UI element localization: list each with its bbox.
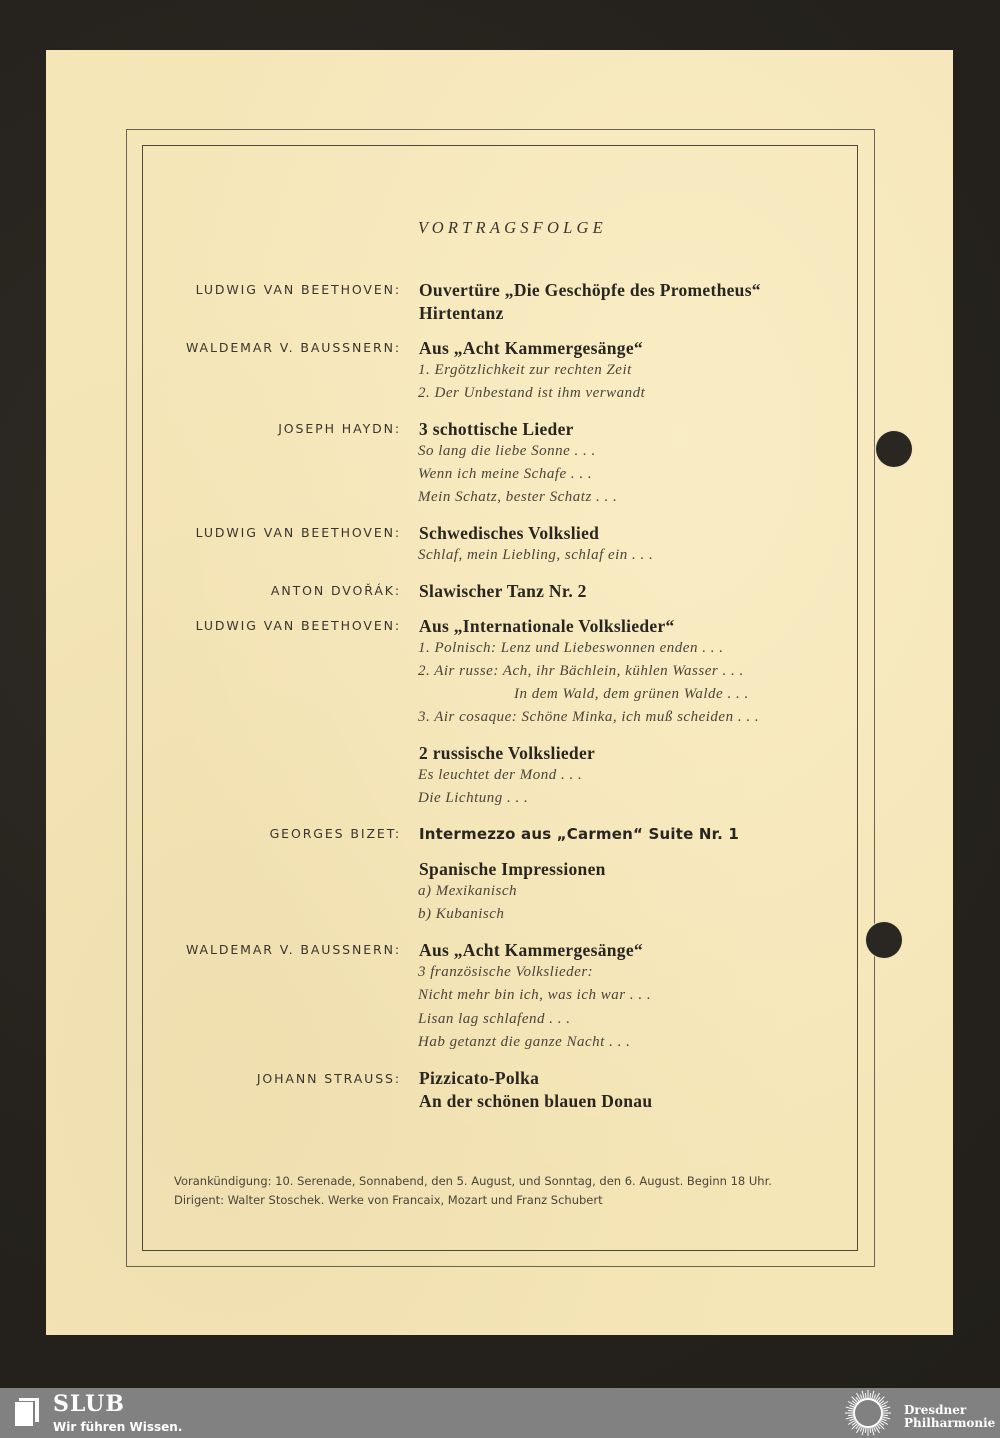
sun-ray	[862, 1427, 864, 1435]
sun-ray	[856, 1425, 859, 1429]
sun-ray	[882, 1407, 890, 1409]
sun-ray	[860, 1395, 862, 1400]
sun-ray	[846, 1407, 854, 1409]
work-subline: 1. Ergötzlichkeit zur rechten Zeit	[418, 362, 632, 378]
sun-ray	[882, 1405, 887, 1407]
sun-ray	[883, 1410, 888, 1411]
sun-ray	[850, 1419, 855, 1421]
sun-ray	[883, 1415, 888, 1416]
work-title: Aus „Acht Kammergesänge“	[419, 940, 643, 960]
sun-ray	[848, 1415, 853, 1416]
work-subline: Die Lichtung . . .	[418, 790, 529, 806]
announcement-line: Vorankündigung: 10. Serenade, Sonnabend, den 5. August, und Sonntag, den 6. August. Beginn 18 Uhr.	[174, 1174, 772, 1188]
sun-ray	[877, 1425, 880, 1429]
program-page	[46, 50, 953, 1335]
sun-ray	[882, 1419, 887, 1421]
punch-hole	[866, 922, 902, 958]
work-subline: 1. Polnisch: Lenz und Liebeswonnen enden . . .	[418, 640, 724, 656]
dresdner-philharmonie-sun-icon	[842, 1389, 894, 1437]
work-subline: 3 französische Volkslieder:	[418, 964, 594, 980]
work-title: Schwedisches Volkslied	[419, 523, 600, 543]
slub-logo-name: SLUB	[53, 1391, 125, 1417]
slub-logo-tagline: Wir führen Wissen.	[53, 1420, 183, 1434]
punch-hole	[876, 431, 912, 467]
work-title: An der schönen blauen Donau	[419, 1091, 653, 1111]
slub-book-icon	[13, 1396, 41, 1428]
composer-name: JOHANN STRAUSS:	[256, 1071, 401, 1086]
work-subline: 2. Air russe: Ach, ihr Bächlein, kühlen Wasser . . .	[418, 663, 744, 679]
work-subline: b) Kubanisch	[418, 906, 505, 922]
work-subline: Es leuchtet der Mond . . .	[418, 767, 583, 783]
work-title: Ouvertüre „Die Geschöpfe des Prometheus“	[419, 280, 761, 300]
sun-ray	[870, 1428, 871, 1433]
composer-name: WALDEMAR V. BAUSSNERN:	[185, 942, 401, 957]
sun-ray	[852, 1401, 856, 1404]
composer-name: LUDWIG VAN BEETHOVEN:	[195, 282, 401, 297]
work-subline: Hab getanzt die ganze Nacht . . .	[418, 1034, 631, 1050]
announcement-line: Dirigent: Walter Stoschek. Werke von Francaix, Mozart und Franz Schubert	[174, 1193, 603, 1207]
work-title: Hirtentanz	[419, 303, 504, 323]
work-subline: 3. Air cosaque: Schöne Minka, ich muß scheiden . . .	[418, 709, 760, 725]
work-title: Pizzicato-Polka	[419, 1068, 540, 1088]
sun-ray	[862, 1391, 864, 1399]
work-subline: a) Mexikanisch	[418, 883, 518, 899]
work-title: Slawischer Tanz Nr. 2	[419, 581, 587, 601]
sun-ray	[856, 1397, 859, 1401]
philharmonie-logo-line1: Dresdner	[904, 1403, 967, 1417]
work-title: Spanische Impressionen	[419, 859, 606, 879]
composer-name: LUDWIG VAN BEETHOVEN:	[195, 618, 401, 633]
program-title: VORTRAGSFOLGE	[418, 218, 607, 237]
sun-ray	[850, 1405, 855, 1407]
sun-ray	[877, 1397, 880, 1401]
work-subline: So lang die liebe Sonne . . .	[418, 443, 596, 459]
composer-name: GEORGES BIZET:	[269, 826, 401, 841]
sun-ray	[880, 1422, 884, 1425]
work-subline: In dem Wald, dem grünen Walde . . .	[514, 686, 749, 702]
sun-ray	[872, 1427, 874, 1435]
composer-name: ANTON DVOŘÁK:	[270, 583, 401, 598]
work-title: Aus „Internationale Volkslieder“	[419, 616, 675, 636]
work-subline: Schlaf, mein Liebling, schlaf ein . . .	[418, 547, 654, 563]
sun-ray	[865, 1428, 866, 1433]
work-title: Aus „Acht Kammergesänge“	[419, 338, 643, 358]
composer-name: JOSEPH HAYDN:	[278, 421, 401, 436]
work-subline: Nicht mehr bin ich, was ich war . . .	[418, 987, 652, 1003]
sun-ray	[852, 1422, 856, 1425]
sun-ray	[882, 1417, 890, 1419]
sun-ray	[870, 1393, 871, 1398]
sun-ray	[874, 1395, 876, 1400]
sun-ray	[848, 1410, 853, 1411]
composer-name: WALDEMAR V. BAUSSNERN:	[185, 340, 401, 355]
philharmonie-logo-line2: Philharmonie	[904, 1416, 996, 1430]
sun-ray	[874, 1427, 876, 1432]
sun-ray	[865, 1393, 866, 1398]
work-subline: Wenn ich meine Schafe . . .	[418, 466, 593, 482]
sun-ray	[872, 1391, 874, 1399]
work-subline: Lisan lag schlafend . . .	[418, 1011, 571, 1027]
work-title: 2 russische Volkslieder	[419, 743, 596, 763]
sun-ray	[846, 1417, 854, 1419]
work-title: 3 schottische Lieder	[419, 419, 574, 439]
work-title: Intermezzo aus „Carmen“ Suite Nr. 1	[419, 825, 740, 843]
composer-name: LUDWIG VAN BEETHOVEN:	[195, 525, 401, 540]
sun-ray	[880, 1401, 884, 1404]
work-subline: Mein Schatz, bester Schatz . . .	[418, 489, 618, 505]
sun-ray	[860, 1427, 862, 1432]
work-subline: 2. Der Unbestand ist ihm verwandt	[418, 385, 646, 401]
